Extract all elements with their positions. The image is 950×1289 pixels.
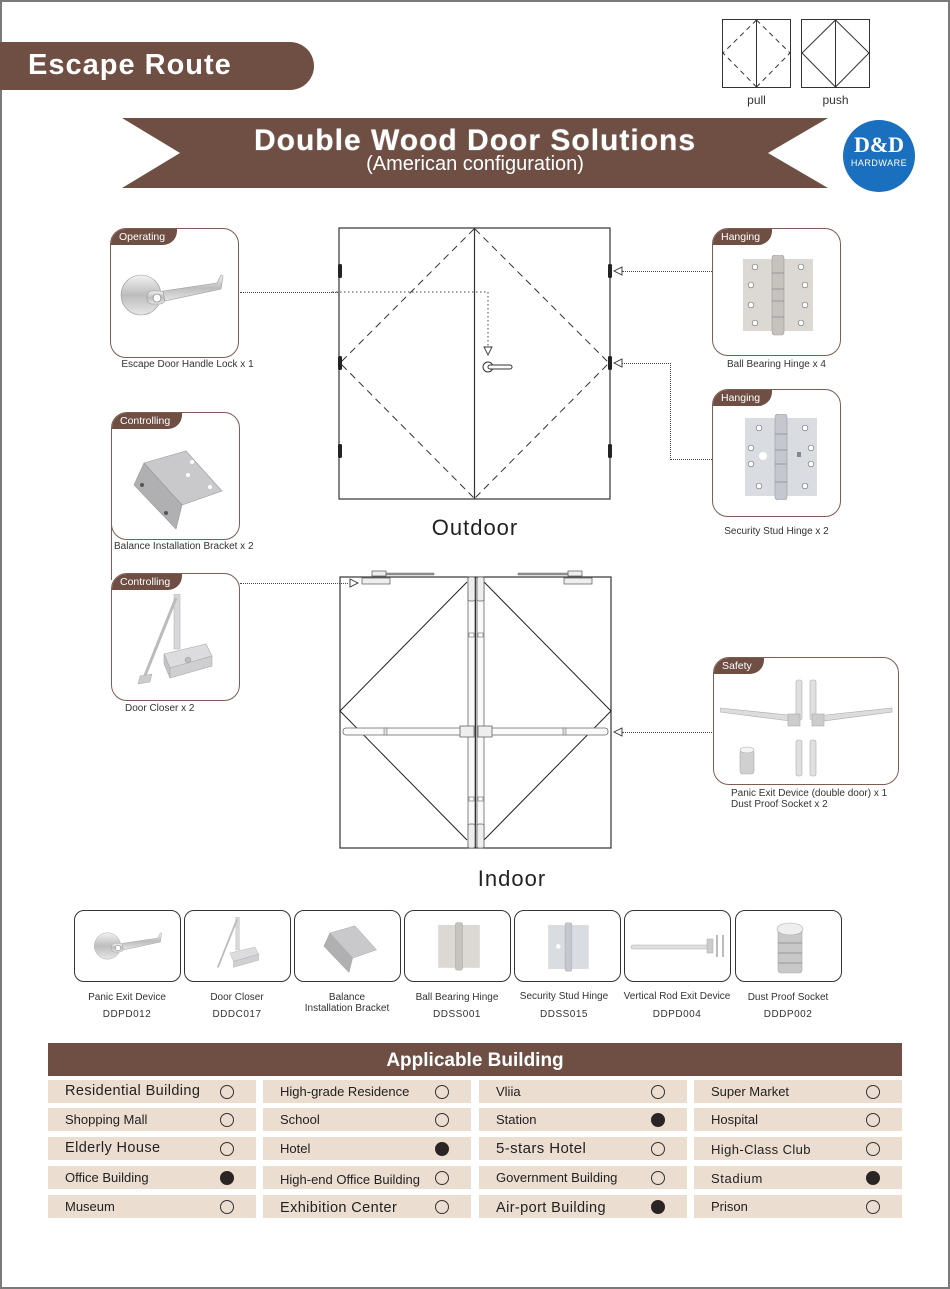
thumb-panic-exit-device[interactable] [74, 910, 181, 982]
product-code: DDDP002 [763, 1009, 813, 1020]
card-security-stud-hinge [712, 389, 841, 517]
radio-empty-icon [435, 1171, 449, 1185]
thumb-door-closer[interactable] [184, 910, 291, 982]
hinge-icon [741, 255, 815, 337]
building-name: Hotel [280, 1141, 311, 1156]
building-high-end-office [263, 1166, 471, 1189]
product-name: Door Closer [210, 992, 264, 1003]
connector-door-closer [240, 583, 348, 584]
thumb-balance-bracket[interactable] [294, 910, 401, 982]
building-office [48, 1166, 256, 1189]
card-panic-exit-device [713, 657, 899, 785]
card-tag: Hanging [713, 390, 772, 406]
bracket-icon [126, 443, 226, 533]
building-name: Government Building [496, 1170, 618, 1185]
building-name: Museum [65, 1199, 115, 1214]
building-name: 5-stars Hotel [496, 1140, 587, 1157]
building-name: Hospital [711, 1112, 758, 1127]
radio-empty-icon [220, 1142, 234, 1156]
radio-empty-icon [651, 1085, 665, 1099]
radio-empty-icon [220, 1113, 234, 1127]
card-caption: Balance Installation Bracket x 2 [114, 541, 254, 552]
thumb-dust-proof-socket[interactable] [735, 910, 842, 982]
card-caption-line1: Panic Exit Device (double door) x 1 [731, 788, 888, 799]
indoor-label: Indoor [477, 866, 547, 891]
building-name: Elderly House [65, 1140, 161, 1156]
building-name: Station [496, 1112, 537, 1127]
card-caption-line2: Dust Proof Socket x 2 [731, 799, 828, 810]
building-shopping-mall [48, 1108, 256, 1131]
connector-hinge [622, 271, 712, 272]
legend-push [801, 19, 870, 107]
hinge-icon [437, 921, 481, 973]
section-tab [0, 42, 314, 90]
building-name: High-grade Residence [280, 1084, 410, 1099]
card-tag: Safety [714, 658, 764, 674]
card-tag: Operating [111, 229, 177, 245]
building-name: Vliia [496, 1084, 521, 1099]
building-name: Exhibition Center [280, 1200, 398, 1216]
radio-filled-icon [651, 1113, 665, 1127]
connector-stud-hinge-c [670, 459, 712, 460]
building-exhibition-center [263, 1195, 471, 1218]
card-tag: Hanging [713, 229, 772, 245]
indoor-door-diagram [330, 560, 630, 860]
building-high-grade-residence [263, 1080, 471, 1103]
door-closer-icon [213, 917, 267, 977]
outdoor-label: Outdoor [431, 515, 519, 540]
product-name: Security Stud Hinge [519, 991, 609, 1002]
building-name: Office Building [65, 1170, 149, 1185]
thumb-security-stud-hinge[interactable] [514, 910, 621, 982]
building-villa [479, 1080, 687, 1103]
building-name: School [280, 1112, 320, 1127]
radio-empty-icon [866, 1113, 880, 1127]
dust-socket-icon [774, 921, 806, 975]
handle-lock-icon [119, 265, 231, 325]
building-airport [479, 1195, 687, 1218]
legend-pull [722, 19, 791, 107]
building-name: High-end Office Building [280, 1172, 420, 1187]
card-tag: Controlling [112, 413, 182, 429]
card-caption: Security Stud Hinge x 2 [724, 526, 829, 537]
radio-empty-icon [435, 1085, 449, 1099]
building-school [263, 1108, 471, 1131]
card-ball-bearing-hinge [712, 228, 841, 356]
building-station [479, 1108, 687, 1131]
building-museum [48, 1195, 256, 1218]
panic-device-icon [720, 668, 896, 782]
product-name-line1: Balance [328, 992, 366, 1003]
connector-panic-device [622, 732, 712, 733]
radio-empty-icon [866, 1200, 880, 1214]
product-code: DDSS001 [433, 1009, 481, 1020]
building-name: Prison [711, 1199, 748, 1214]
radio-filled-icon [651, 1200, 665, 1214]
card-caption: Ball Bearing Hinge x 4 [727, 359, 826, 370]
card-tag: Controlling [112, 574, 182, 590]
card-handle-lock [110, 228, 239, 358]
building-hotel [263, 1137, 471, 1160]
radio-empty-icon [220, 1200, 234, 1214]
banner-subtitle: (American configuration) [366, 153, 584, 175]
radio-filled-icon [435, 1142, 449, 1156]
product-name: Vertical Rod Exit Device [623, 991, 731, 1002]
card-door-closer [111, 573, 240, 701]
pull-door-icon [722, 19, 791, 88]
product-name: Panic Exit Device [88, 992, 166, 1003]
banner-title: Double Wood Door Solutions [253, 124, 697, 157]
building-super-market [694, 1080, 902, 1103]
card-caption: Door Closer x 2 [125, 703, 195, 714]
door-closer-icon [136, 594, 226, 694]
building-name: Shopping Mall [65, 1112, 148, 1127]
thumb-ball-bearing-hinge[interactable] [404, 910, 511, 982]
building-government [479, 1166, 687, 1189]
building-high-class-club [694, 1137, 902, 1160]
product-code: DDPD004 [652, 1009, 702, 1020]
connector-handle [240, 292, 338, 293]
radio-empty-icon [220, 1085, 234, 1099]
stud-hinge-icon [743, 414, 821, 500]
handle-lock-icon [93, 925, 167, 967]
radio-filled-icon [220, 1171, 234, 1185]
radio-empty-icon [435, 1113, 449, 1127]
building-name: Residential Building [65, 1083, 201, 1099]
connector-stud-hinge-b [670, 363, 671, 460]
building-name: Air-port Building [496, 1200, 606, 1216]
bracket-icon [319, 921, 379, 975]
brand-logo [843, 120, 915, 192]
radio-filled-icon [866, 1171, 880, 1185]
radio-empty-icon [651, 1171, 665, 1185]
outdoor-door-diagram [330, 220, 630, 510]
product-name: Dust Proof Socket [747, 992, 829, 1003]
logo-subtext: HARDWARE [850, 158, 908, 168]
radio-empty-icon [651, 1142, 665, 1156]
radio-empty-icon [866, 1142, 880, 1156]
pull-label: pull [747, 93, 766, 107]
stud-hinge-icon [547, 921, 591, 973]
building-elderly-house [48, 1137, 256, 1160]
product-code: DDSS015 [540, 1009, 588, 1020]
building-5-stars-hotel [479, 1137, 687, 1160]
radio-empty-icon [435, 1200, 449, 1214]
product-code: DDDC017 [212, 1009, 262, 1020]
logo-text: D&D [853, 132, 905, 157]
card-caption: Escape Door Handle Lock x 1 [121, 359, 254, 370]
section-tab-label: Escape Route [28, 49, 232, 81]
building-stadium [694, 1166, 902, 1189]
applicable-building-header: Applicable Building [48, 1043, 902, 1076]
vertical-rod-icon [629, 929, 729, 965]
radio-empty-icon [866, 1085, 880, 1099]
product-name-line2: Installation Bracket [304, 1003, 390, 1014]
connector-stud-hinge-a [622, 363, 671, 364]
thumb-vertical-rod-exit-device[interactable] [624, 910, 731, 982]
building-name: Stadium [711, 1171, 763, 1186]
building-hospital [694, 1108, 902, 1131]
push-door-icon [801, 19, 870, 88]
building-prison [694, 1195, 902, 1218]
product-name: Ball Bearing Hinge [415, 992, 499, 1003]
push-label: push [822, 93, 849, 107]
building-name: Super Market [711, 1084, 790, 1099]
product-code: DDPD012 [102, 1009, 152, 1020]
building-residential [48, 1080, 256, 1103]
building-name: High-Class Club [711, 1142, 811, 1157]
card-bracket [111, 412, 240, 540]
